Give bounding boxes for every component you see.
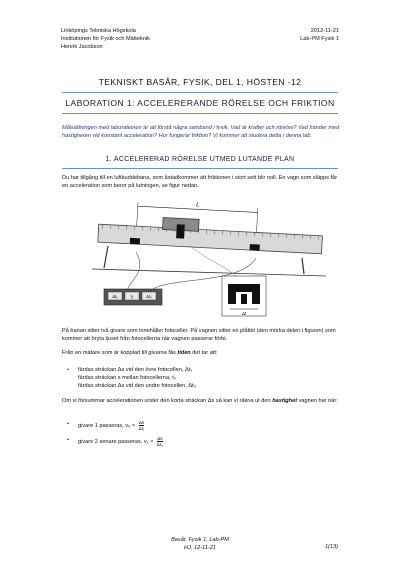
list-item: färdas sträckan Δs vid den undre fotocellen, Δt₃: [78, 383, 196, 389]
list-item: färdas sträckan Δs vid den övre fotocellen, Δt₁: [78, 367, 193, 373]
list-item: • givare 2 senare passeras, v₁ ≈ $\frac{\Delta s}{\text{Δt₃}}$: [67, 436, 164, 447]
measurement-list: [67, 366, 338, 390]
paragraph-sensors: På banan sitter två givare som innehåller fotoceller. På vagnen sitter en plåtbit (den mörka delen i figuren) som kommer att bryta ljuset från fotocellerna när vagnen passerar förbi.: [62, 328, 336, 342]
support-right: [302, 258, 304, 274]
header-author: Henrik Jacobson: [61, 44, 103, 50]
air-track-figure: [90, 196, 330, 322]
lab-title-divider: [62, 113, 338, 114]
display-label-1: Δt₁: [112, 294, 118, 299]
cart-flag: [176, 224, 185, 238]
table-surface: [92, 269, 326, 276]
header-university: Linköpings Tekniska Högskola: [61, 28, 136, 34]
page-footer: [0, 536, 400, 552]
section-title: 1. ACCELERERAD RÖRELSE UTMED LUTANDE PLAN: [105, 156, 295, 163]
list-item: färdas sträckan s mellan fotocellerna, t₂: [78, 375, 176, 381]
lab-title: LABORATION 1: ACCELERERANDE RÖRELSE OCH FRIKTION: [65, 98, 335, 108]
length-label: L: [196, 202, 200, 209]
photocell-lower: [250, 244, 260, 251]
title-divider: [62, 92, 338, 93]
footer-date: HJ, 12-11-21: [184, 545, 216, 551]
fraction-v0: $\frac{\Delta s}{\text{Δt₁}}$: [138, 420, 145, 431]
formula-list: [67, 420, 338, 452]
list-item: • givare 1 passeras, v₀ ≈ $\frac{\Delta s}{\text{Δt₁}}$: [67, 420, 145, 431]
photocell-upper: [130, 238, 140, 245]
footer-course: Basår, Fysik 1, Lab-PM: [171, 537, 229, 543]
section-divider: [62, 168, 338, 169]
header-institution: Institutionen för Fysik och Mätteknik: [61, 36, 150, 42]
paragraph-air-track: Du har tillgång till en luftkuddebana, som åstadkommer att friktionen i stort sett blir noll. En vagn som släpps får en acceleration som beror på lutningen, se figur nedan.: [62, 175, 338, 189]
display-label-3: Δt₃: [146, 294, 152, 299]
wire-upper: [128, 252, 140, 292]
header-right: [300, 27, 339, 43]
header-doc-id: Lab-PM Fysik 1: [300, 36, 339, 42]
fraction-v1: $\frac{\Delta s}{\text{Δt₃}}$: [156, 436, 164, 447]
page-title: TEKNISKT BASÅR, FYSIK, DEL 1, HÖSTEN -12: [98, 77, 302, 87]
bullet-dot: •: [67, 367, 69, 373]
support-left: [104, 246, 108, 268]
gate-label: Δt: [241, 311, 247, 316]
header-left: [61, 27, 150, 51]
intro-text: Målsättningen med laborationen är att förstå några samband i fysik. Vad är krafter och rörelse? Vad händer med hastigheten vid konstant acceleration? Hur fungerar friktion? Vi kommer att studera detta i denna lab.: [62, 125, 340, 139]
page-number: 1(13): [324, 544, 338, 550]
header-date: 2012-11-21: [310, 28, 339, 34]
display-label-2: t₂: [130, 294, 134, 299]
paragraph-velocity: Om vi försummar accelerationen under den korta sträckan Δs så kan vi räkna ut den hastighet vagnen har när:: [62, 398, 338, 404]
paragraph-timer: Från en mätare som är kopplad till givarna fås tiden det tar att:: [62, 350, 218, 356]
